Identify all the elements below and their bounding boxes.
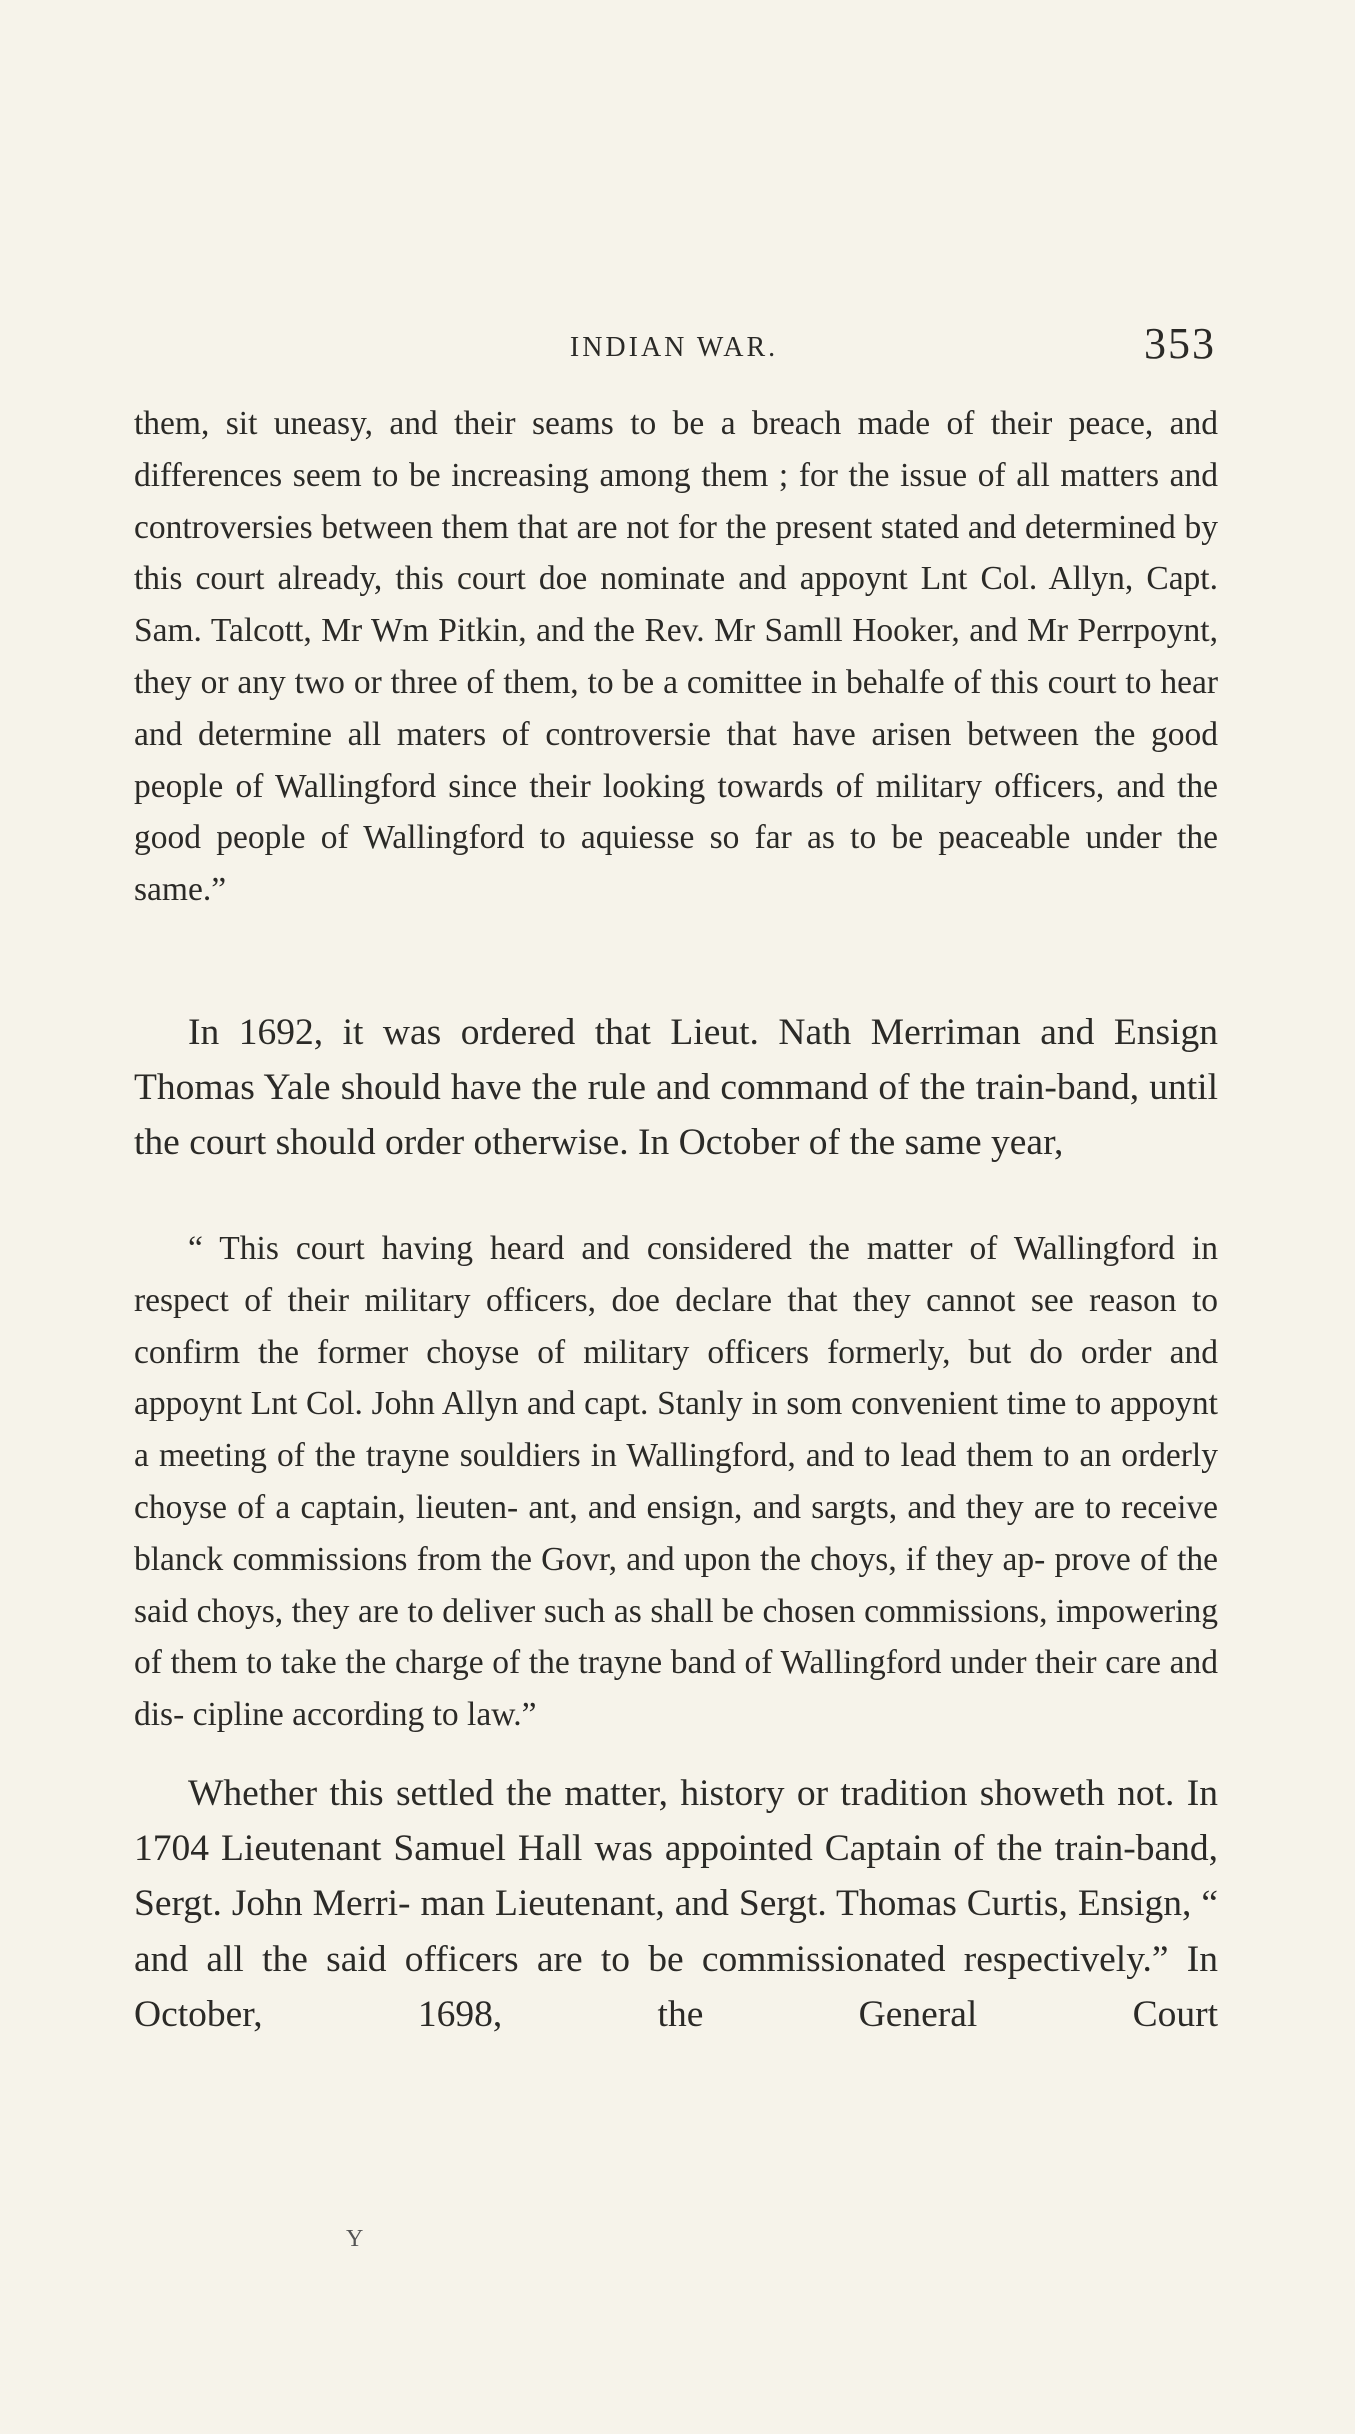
paragraph-1704-appointment: Whether this settled the matter, history or tradition showeth not. In 1704 Lieutenant Samuel Hall was appointed Captain of the train-band, Sergt. John Merri- man Lieutenant, and Sergt. Thomas Curtis, Ensign, “ and all the said officers are to be commissionated respectively.” In October, 1698, the General Court	[134, 1773, 1218, 2035]
page-number: 353	[1144, 319, 1216, 368]
paragraph-1692-order: In 1692, it was ordered that Lieut. Nath Merriman and Ensign Thomas Yale should have the rule and command of the train-band, until the court should order otherwise. In October of the same year,	[134, 1012, 1218, 1164]
paragraph-court-order: them, sit uneasy, and their seams to be a breach made of their peace, and differences seem to be increasing among them ; for the issue of all matters and controversies between them that are not for the present stated and determined by this court already, this court doe nominate and appoynt Lnt Col. Allyn, Capt. Sam. Talcott, Mr Wm Pitkin, and the Rev. Mr Samll Hooker, and Mr Perrpoynt, they or any two or three of them, to be a comittee in behalfe of this court to hear and determine all maters of controversie that have arisen between the good people of Wallingford since their looking towards of military officers, and the good people of Wallingford to aquiesse so far as to be peaceable under the same.”	[134, 405, 1218, 909]
page-header	[132, 318, 1216, 378]
signature-mark: Y	[346, 2226, 364, 2252]
running-head: INDIAN WAR.	[569, 332, 779, 363]
paragraph-court-quote: “ This court having heard and considered the matter of Wallingford in respect of their military officers, doe declare that they cannot see reason to confirm the former choyse of military officers formerly, but do order and appoynt Lnt Col. John Allyn and capt. Stanly in som convenient time to appoynt a meeting of the trayne souldiers in Wallingford, and to lead them to an orderly choyse of a captain, lieuten- ant, and ensign, and sargts, and they are to receive blanck commissions from the Govr, and upon the choys, if they ap- prove of the said choys, they are to deliver such as shall be chosen commissions, impowering of them to take the charge of the trayne band of Wallingford under their care and dis- cipline according to law.”	[134, 1230, 1218, 1734]
